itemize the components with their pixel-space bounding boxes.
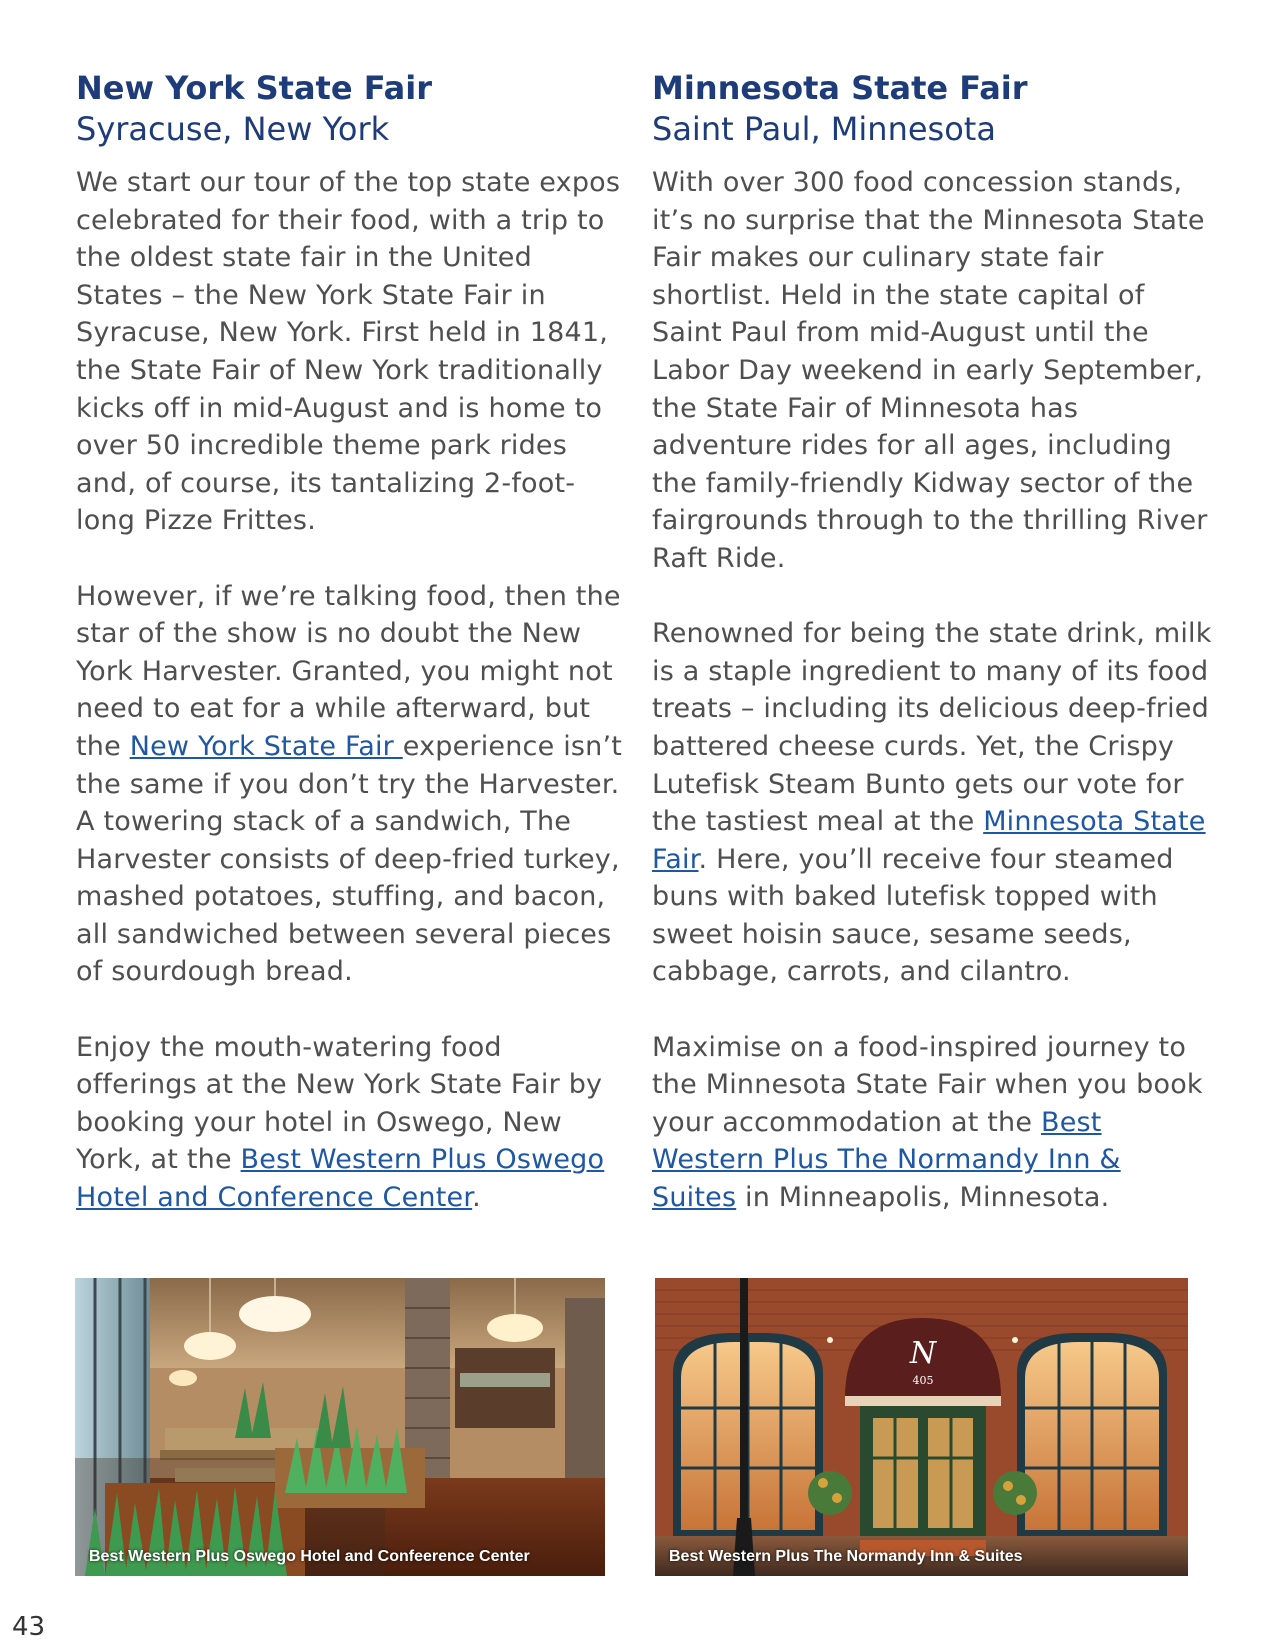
awning-number: 405: [912, 1374, 934, 1387]
hotel-entrance-image: [655, 1278, 1188, 1576]
left-article-subtitle: Syracuse, New York: [76, 110, 390, 148]
left-p3-text-after: .: [472, 1182, 481, 1214]
right-p3-text-before: Maximise on a food-inspired journey to the Minnesota State Fair when you book your accommodation at the: [652, 1031, 1203, 1138]
right-article: [652, 68, 1212, 1217]
paragraph-spacer: [76, 540, 626, 578]
normandy-inn-photo: [655, 1278, 1188, 1576]
paragraph-spacer: [76, 991, 626, 1029]
left-article-title: New York State Fair: [76, 69, 433, 107]
paragraph-spacer: [652, 578, 1212, 616]
restaurant-interior-image: [75, 1278, 605, 1576]
right-p3-text-after: in Minneapolis, Minnesota.: [736, 1182, 1110, 1214]
normandy-inn-link[interactable]: Best Western Plus The Normandy Inn & Suites: [652, 1106, 1121, 1214]
normandy-photo-caption: Best Western Plus The Normandy Inn & Suites: [669, 1548, 1023, 1565]
left-paragraph-3: [76, 1029, 626, 1217]
left-paragraph-1: We start our tour of the top state expos celebrated for their food, with a trip to the oldest state fair in the United States – the New York State Fair in Syracuse, New York. First held in 1841, the State Fair of New York traditionally kicks off in mid-August and is home to over 50 incredible theme park rides and, of course, its tantalizing 2-foot-long Pizze Frittes.: [76, 167, 621, 537]
right-article-title: Minnesota State Fair: [652, 69, 1028, 107]
right-paragraph-1: With over 300 food concession stands, it’s no surprise that the Minnesota State Fair makes our culinary state fair shortlist. Held in the state capital of Saint Paul from mid-August until the Labor Day weekend in early September, the State Fair of Minnesota has adventure rides for all ages, including the family-friendly Kidway sector of the fairgrounds through to the thrilling River Raft Ride.: [652, 167, 1208, 574]
awning-monogram: N: [909, 1336, 937, 1371]
right-paragraph-3: [652, 1029, 1212, 1217]
right-p2-text-before: Renowned for being the state drink, milk is a staple ingredient to many of its food treats – including its delicious deep-fried battered cheese curds. Yet, the Crispy Lutefisk Steam Bunto gets our vote for the tastiest meal at the: [652, 618, 1212, 838]
oswego-hotel-link[interactable]: Best Western Plus Oswego Hotel and Conference Center: [76, 1144, 605, 1214]
left-p3-text-before: Enjoy the mouth-watering food offerings at the New York State Fair by booking your hotel in Oswego, New York, at the: [76, 1031, 603, 1176]
right-paragraph-2: [652, 615, 1212, 991]
left-p2-text-before: However, if we’re talking food, then the star of the show is no doubt the New York Harvester. Granted, you might not need to eat for a while afterward, but the: [76, 580, 621, 762]
right-article-subtitle: Saint Paul, Minnesota: [652, 110, 996, 148]
oswego-photo-caption: Best Western Plus Oswego Hotel and Confeerence Center: [89, 1548, 530, 1565]
oswego-hotel-photo: [75, 1278, 605, 1576]
paragraph-spacer: [652, 991, 1212, 1029]
right-p2-text-after: . Here, you’ll receive four steamed buns with baked lutefisk topped with sweet hoisin sauce, sesame seeds, cabbage, carrots, and cilantro.: [652, 843, 1174, 988]
left-p2-text-after: experience isn’t the same if you don’t try the Harvester. A towering stack of a sandwich, The Harvester consists of deep-fried turkey, mashed potatoes, stuffing, and bacon, all sandwiched between several pieces of sourdough bread.: [76, 730, 623, 988]
left-paragraph-2: [76, 578, 626, 992]
page-number: 43: [12, 1612, 46, 1642]
new-york-state-fair-link[interactable]: New York State Fair: [129, 730, 403, 762]
minnesota-state-fair-link[interactable]: Minnesota State Fair: [652, 806, 1206, 875]
left-article: [76, 68, 626, 1217]
